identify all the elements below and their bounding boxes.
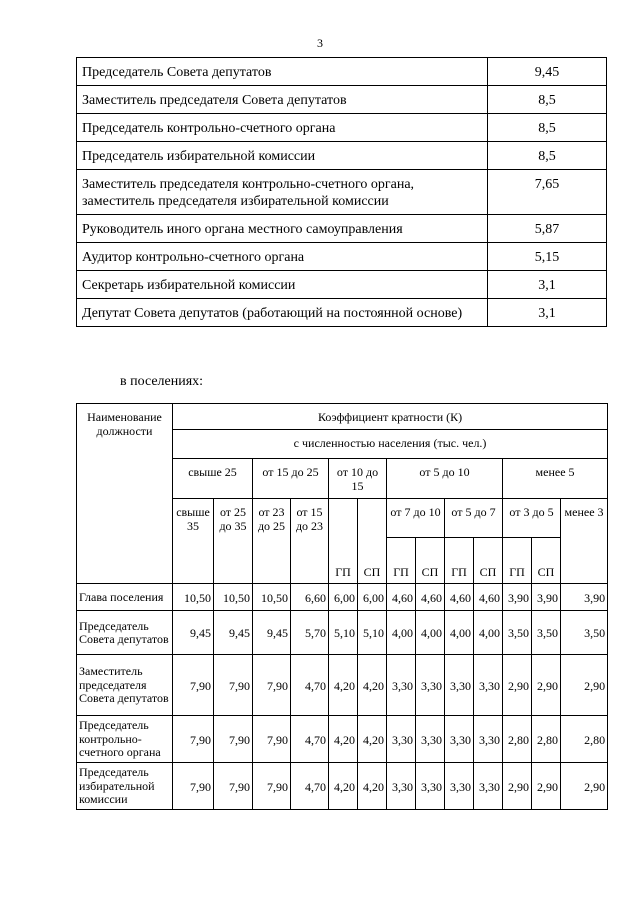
coefficient-cell: 2,90 bbox=[532, 655, 561, 716]
population-header: с численностью населения (тыс. чел.) bbox=[173, 430, 608, 459]
position-column-header: Наименование должности bbox=[77, 404, 173, 584]
coefficient-cell: 3,30 bbox=[387, 655, 416, 716]
coefficient-value: 8,5 bbox=[488, 86, 607, 114]
position-name: Заместитель председателя контрольно-счетного органа, заместитель председателя избирательной комиссии bbox=[77, 170, 488, 215]
coefficient-cell: 6,00 bbox=[358, 584, 387, 611]
gp-header: ГП bbox=[503, 538, 532, 584]
coefficient-cell: 3,30 bbox=[474, 716, 503, 763]
coefficient-cell: 4,20 bbox=[358, 716, 387, 763]
coefficient-cell: 4,00 bbox=[387, 611, 416, 655]
page-number: 3 bbox=[317, 36, 323, 50]
position-name: Заместитель председателя Совета депутатов bbox=[77, 86, 488, 114]
position-name: Секретарь избирательной комиссии bbox=[77, 271, 488, 299]
coefficient-cell: 9,45 bbox=[253, 611, 291, 655]
coefficient-cell: 6,00 bbox=[329, 584, 358, 611]
coefficient-cell: 3,30 bbox=[474, 763, 503, 810]
coefficient-cell: 3,30 bbox=[416, 655, 445, 716]
coefficient-cell: 4,20 bbox=[358, 655, 387, 716]
group-header: от 10 до 15 bbox=[329, 459, 387, 499]
coefficient-cell: 4,20 bbox=[329, 716, 358, 763]
intro-text: в поселениях: bbox=[120, 374, 204, 389]
table-row bbox=[77, 299, 607, 327]
table-row bbox=[77, 716, 608, 763]
coefficient-value: 3,1 bbox=[488, 271, 607, 299]
coefficient-cell: 3,30 bbox=[416, 716, 445, 763]
gp-header: ГП bbox=[445, 538, 474, 584]
coefficient-cell: 3,30 bbox=[445, 655, 474, 716]
sp-header: СП bbox=[416, 538, 445, 584]
coefficient-value: 9,45 bbox=[488, 58, 607, 86]
group-header: свыше 25 bbox=[173, 459, 253, 499]
coefficient-cell: 4,70 bbox=[291, 716, 329, 763]
group-header: менее 5 bbox=[503, 459, 608, 499]
coefficient-cell: 7,90 bbox=[253, 716, 291, 763]
coefficient-cell: 3,30 bbox=[474, 655, 503, 716]
subgroup-header: менее 3 bbox=[561, 499, 608, 584]
table-row bbox=[77, 611, 608, 655]
subgroup-header: от 7 до 10 bbox=[387, 499, 445, 538]
sp-header: СП bbox=[474, 538, 503, 584]
position-name: Председатель Совета депутатов bbox=[77, 611, 173, 655]
table-row bbox=[77, 114, 607, 142]
coefficient-value: 7,65 bbox=[488, 170, 607, 215]
coefficient-cell: 4,20 bbox=[358, 763, 387, 810]
coefficient-cell: 3,90 bbox=[532, 584, 561, 611]
position-name: Председатель Совета депутатов bbox=[77, 58, 488, 86]
coefficient-cell: 7,90 bbox=[214, 763, 253, 810]
coefficient-cell: 3,30 bbox=[416, 763, 445, 810]
subgroup-header: от 23 до 25 bbox=[253, 499, 291, 584]
position-name: Председатель избирательной комиссии bbox=[77, 763, 173, 810]
coefficient-cell: 4,00 bbox=[416, 611, 445, 655]
coefficient-cell: 2,80 bbox=[503, 716, 532, 763]
positions-coefficient-table bbox=[76, 57, 607, 327]
coefficient-cell: 4,60 bbox=[416, 584, 445, 611]
coefficient-cell: 3,50 bbox=[503, 611, 532, 655]
coefficient-cell: 3,30 bbox=[445, 716, 474, 763]
table-row bbox=[77, 655, 608, 716]
table-row bbox=[77, 142, 607, 170]
coefficient-cell: 2,80 bbox=[532, 716, 561, 763]
position-name: Глава поселения bbox=[77, 584, 173, 611]
coefficient-cell: 10,50 bbox=[214, 584, 253, 611]
coefficient-cell: 7,90 bbox=[253, 763, 291, 810]
subgroup-header: от 25 до 35 bbox=[214, 499, 253, 584]
coefficient-cell: 2,90 bbox=[561, 763, 608, 810]
group-header: от 15 до 25 bbox=[253, 459, 329, 499]
subgroup-header: свыше 35 bbox=[173, 499, 214, 584]
settlements-coefficient-table bbox=[76, 403, 608, 810]
position-name: Руководитель иного органа местного самоуправления bbox=[77, 215, 488, 243]
position-name: Председатель контрольно-счетного органа bbox=[77, 114, 488, 142]
coefficient-value: 3,1 bbox=[488, 299, 607, 327]
coefficient-header: Коэффициент кратности (К) bbox=[173, 404, 608, 430]
coefficient-cell: 5,10 bbox=[358, 611, 387, 655]
coefficient-cell: 4,20 bbox=[329, 763, 358, 810]
coefficient-cell: 9,45 bbox=[214, 611, 253, 655]
sp-header: СП bbox=[358, 499, 387, 584]
gp-header: ГП bbox=[387, 538, 416, 584]
coefficient-cell: 4,70 bbox=[291, 655, 329, 716]
coefficient-value: 5,87 bbox=[488, 215, 607, 243]
table-row bbox=[77, 243, 607, 271]
coefficient-cell: 6,60 bbox=[291, 584, 329, 611]
position-name: Депутат Совета депутатов (работающий на постоянной основе) bbox=[77, 299, 488, 327]
subgroup-header: от 15 до 23 bbox=[291, 499, 329, 584]
coefficient-cell: 9,45 bbox=[173, 611, 214, 655]
coefficient-cell: 4,60 bbox=[387, 584, 416, 611]
coefficient-cell: 3,30 bbox=[387, 716, 416, 763]
coefficient-cell: 2,90 bbox=[532, 763, 561, 810]
coefficient-cell: 7,90 bbox=[253, 655, 291, 716]
coefficient-cell: 7,90 bbox=[173, 763, 214, 810]
coefficient-cell: 2,90 bbox=[561, 655, 608, 716]
table-row bbox=[77, 58, 607, 86]
coefficient-cell: 3,30 bbox=[387, 763, 416, 810]
table-row bbox=[77, 86, 607, 114]
table-row bbox=[77, 271, 607, 299]
coefficient-cell: 4,70 bbox=[291, 763, 329, 810]
coefficient-cell: 5,10 bbox=[329, 611, 358, 655]
coefficient-cell: 2,90 bbox=[503, 655, 532, 716]
subgroup-header: от 3 до 5 bbox=[503, 499, 561, 538]
coefficient-cell: 5,70 bbox=[291, 611, 329, 655]
coefficient-cell: 4,60 bbox=[445, 584, 474, 611]
coefficient-cell: 2,90 bbox=[503, 763, 532, 810]
coefficient-cell: 3,30 bbox=[445, 763, 474, 810]
position-name: Председатель контрольно-счетного органа bbox=[77, 716, 173, 763]
coefficient-cell: 4,00 bbox=[445, 611, 474, 655]
coefficient-cell: 3,90 bbox=[561, 584, 608, 611]
position-name: Аудитор контрольно-счетного органа bbox=[77, 243, 488, 271]
coefficient-cell: 4,20 bbox=[329, 655, 358, 716]
position-name: Председатель избирательной комиссии bbox=[77, 142, 488, 170]
coefficient-cell: 4,60 bbox=[474, 584, 503, 611]
coefficient-value: 8,5 bbox=[488, 114, 607, 142]
table-row bbox=[77, 215, 607, 243]
coefficient-cell: 10,50 bbox=[173, 584, 214, 611]
coefficient-cell: 7,90 bbox=[214, 655, 253, 716]
coefficient-value: 8,5 bbox=[488, 142, 607, 170]
table-row bbox=[77, 584, 608, 611]
coefficient-cell: 3,50 bbox=[561, 611, 608, 655]
coefficient-cell: 7,90 bbox=[214, 716, 253, 763]
coefficient-cell: 10,50 bbox=[253, 584, 291, 611]
table-row bbox=[77, 170, 607, 215]
coefficient-cell: 4,00 bbox=[474, 611, 503, 655]
group-header: от 5 до 10 bbox=[387, 459, 503, 499]
position-name: Заместитель председателя Совета депутатов bbox=[77, 655, 173, 716]
table-row bbox=[77, 763, 608, 810]
gp-header: ГП bbox=[329, 499, 358, 584]
coefficient-cell: 3,50 bbox=[532, 611, 561, 655]
subgroup-header: от 5 до 7 bbox=[445, 499, 503, 538]
sp-header: СП bbox=[532, 538, 561, 584]
coefficient-cell: 2,80 bbox=[561, 716, 608, 763]
coefficient-value: 5,15 bbox=[488, 243, 607, 271]
coefficient-cell: 7,90 bbox=[173, 716, 214, 763]
coefficient-cell: 7,90 bbox=[173, 655, 214, 716]
coefficient-cell: 3,90 bbox=[503, 584, 532, 611]
